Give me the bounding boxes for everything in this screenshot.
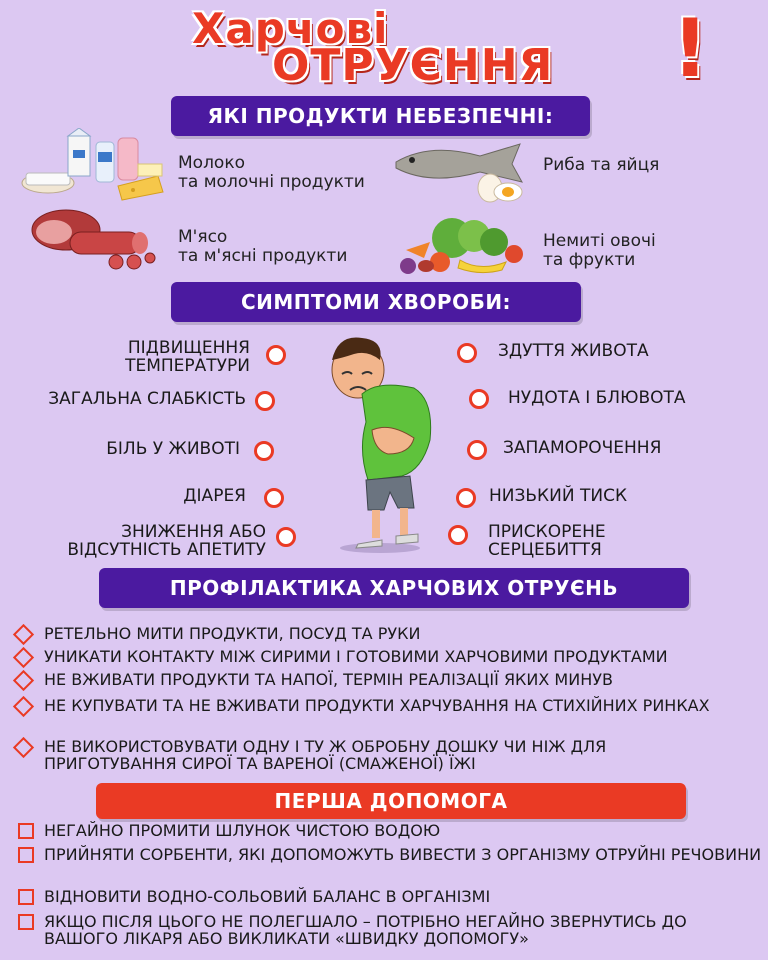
symptom-marker-right-1 (457, 343, 477, 363)
exclamation-mark: ! (672, 2, 709, 95)
square-bullet-icon (18, 847, 34, 863)
symptom-marker-left-4 (264, 488, 284, 508)
section-symptoms-banner: СИМПТОМИ ХВОРОБИ: (171, 282, 581, 322)
sick-person-illustration (318, 330, 448, 555)
diamond-bullet-icon (13, 647, 34, 668)
diamond-bullet-icon (13, 737, 34, 758)
section-prevention-banner: ПРОФІЛАКТИКА ХАРЧОВИХ ОТРУЄНЬ (99, 568, 689, 608)
symptom-marker-right-5 (448, 525, 468, 545)
symptom-left-3: БІЛЬ У ЖИВОТІ (106, 439, 240, 459)
square-bullet-icon (18, 823, 34, 839)
section-firstaid-banner: ПЕРША ДОПОМОГА (96, 783, 686, 819)
square-bullet-icon (18, 889, 34, 905)
symptom-left-2: ЗАГАЛЬНА СЛАБКІСТЬ (48, 389, 246, 409)
fish-eggs-icon (390, 138, 530, 204)
symptom-right-5: ПРИСКОРЕНЕ СЕРЦЕБИТТЯ (488, 522, 606, 560)
symptom-marker-left-5 (276, 527, 296, 547)
symptom-left-4: ДІАРЕЯ (183, 486, 246, 506)
symptom-right-1: ЗДУТТЯ ЖИВОТА (498, 341, 649, 361)
title-line-1: Харчові (192, 4, 389, 53)
diamond-bullet-icon (13, 696, 34, 717)
symptom-right-2: НУДОТА І БЛЮВОТА (508, 388, 686, 408)
vegetables-icon (390, 210, 530, 276)
product-fish-eggs: Риба та яйця (543, 155, 660, 175)
product-meat: М'ясо та м'ясні продукти (178, 227, 348, 266)
symptom-marker-left-1 (266, 345, 286, 365)
symptom-left-1: ПІДВИЩЕННЯ ТЕМПЕРАТУРИ (125, 338, 250, 376)
square-bullet-icon (18, 914, 34, 930)
symptom-left-5: ЗНИЖЕННЯ АБО ВІДСУТНІСТЬ АПЕТИТУ (67, 522, 266, 560)
diamond-bullet-icon (13, 670, 34, 691)
symptom-marker-right-3 (467, 440, 487, 460)
section-dangerous-banner: ЯКІ ПРОДУКТИ НЕБЕЗПЕЧНІ: (171, 96, 590, 136)
product-vegetables: Немиті овочі та фрукти (543, 231, 656, 270)
symptom-marker-right-2 (469, 389, 489, 409)
symptom-right-3: ЗАПАМОРОЧЕННЯ (503, 438, 662, 458)
symptom-marker-right-4 (456, 488, 476, 508)
symptom-marker-left-2 (255, 391, 275, 411)
diamond-bullet-icon (13, 624, 34, 645)
meat-icon (26, 206, 156, 270)
dairy-icon (18, 128, 168, 208)
symptom-right-4: НИЗЬКИЙ ТИСК (489, 486, 628, 506)
title-line-2: ОТРУЄННЯ (272, 40, 554, 91)
symptom-marker-left-3 (254, 441, 274, 461)
product-dairy: Молоко та молочні продукти (178, 153, 365, 192)
